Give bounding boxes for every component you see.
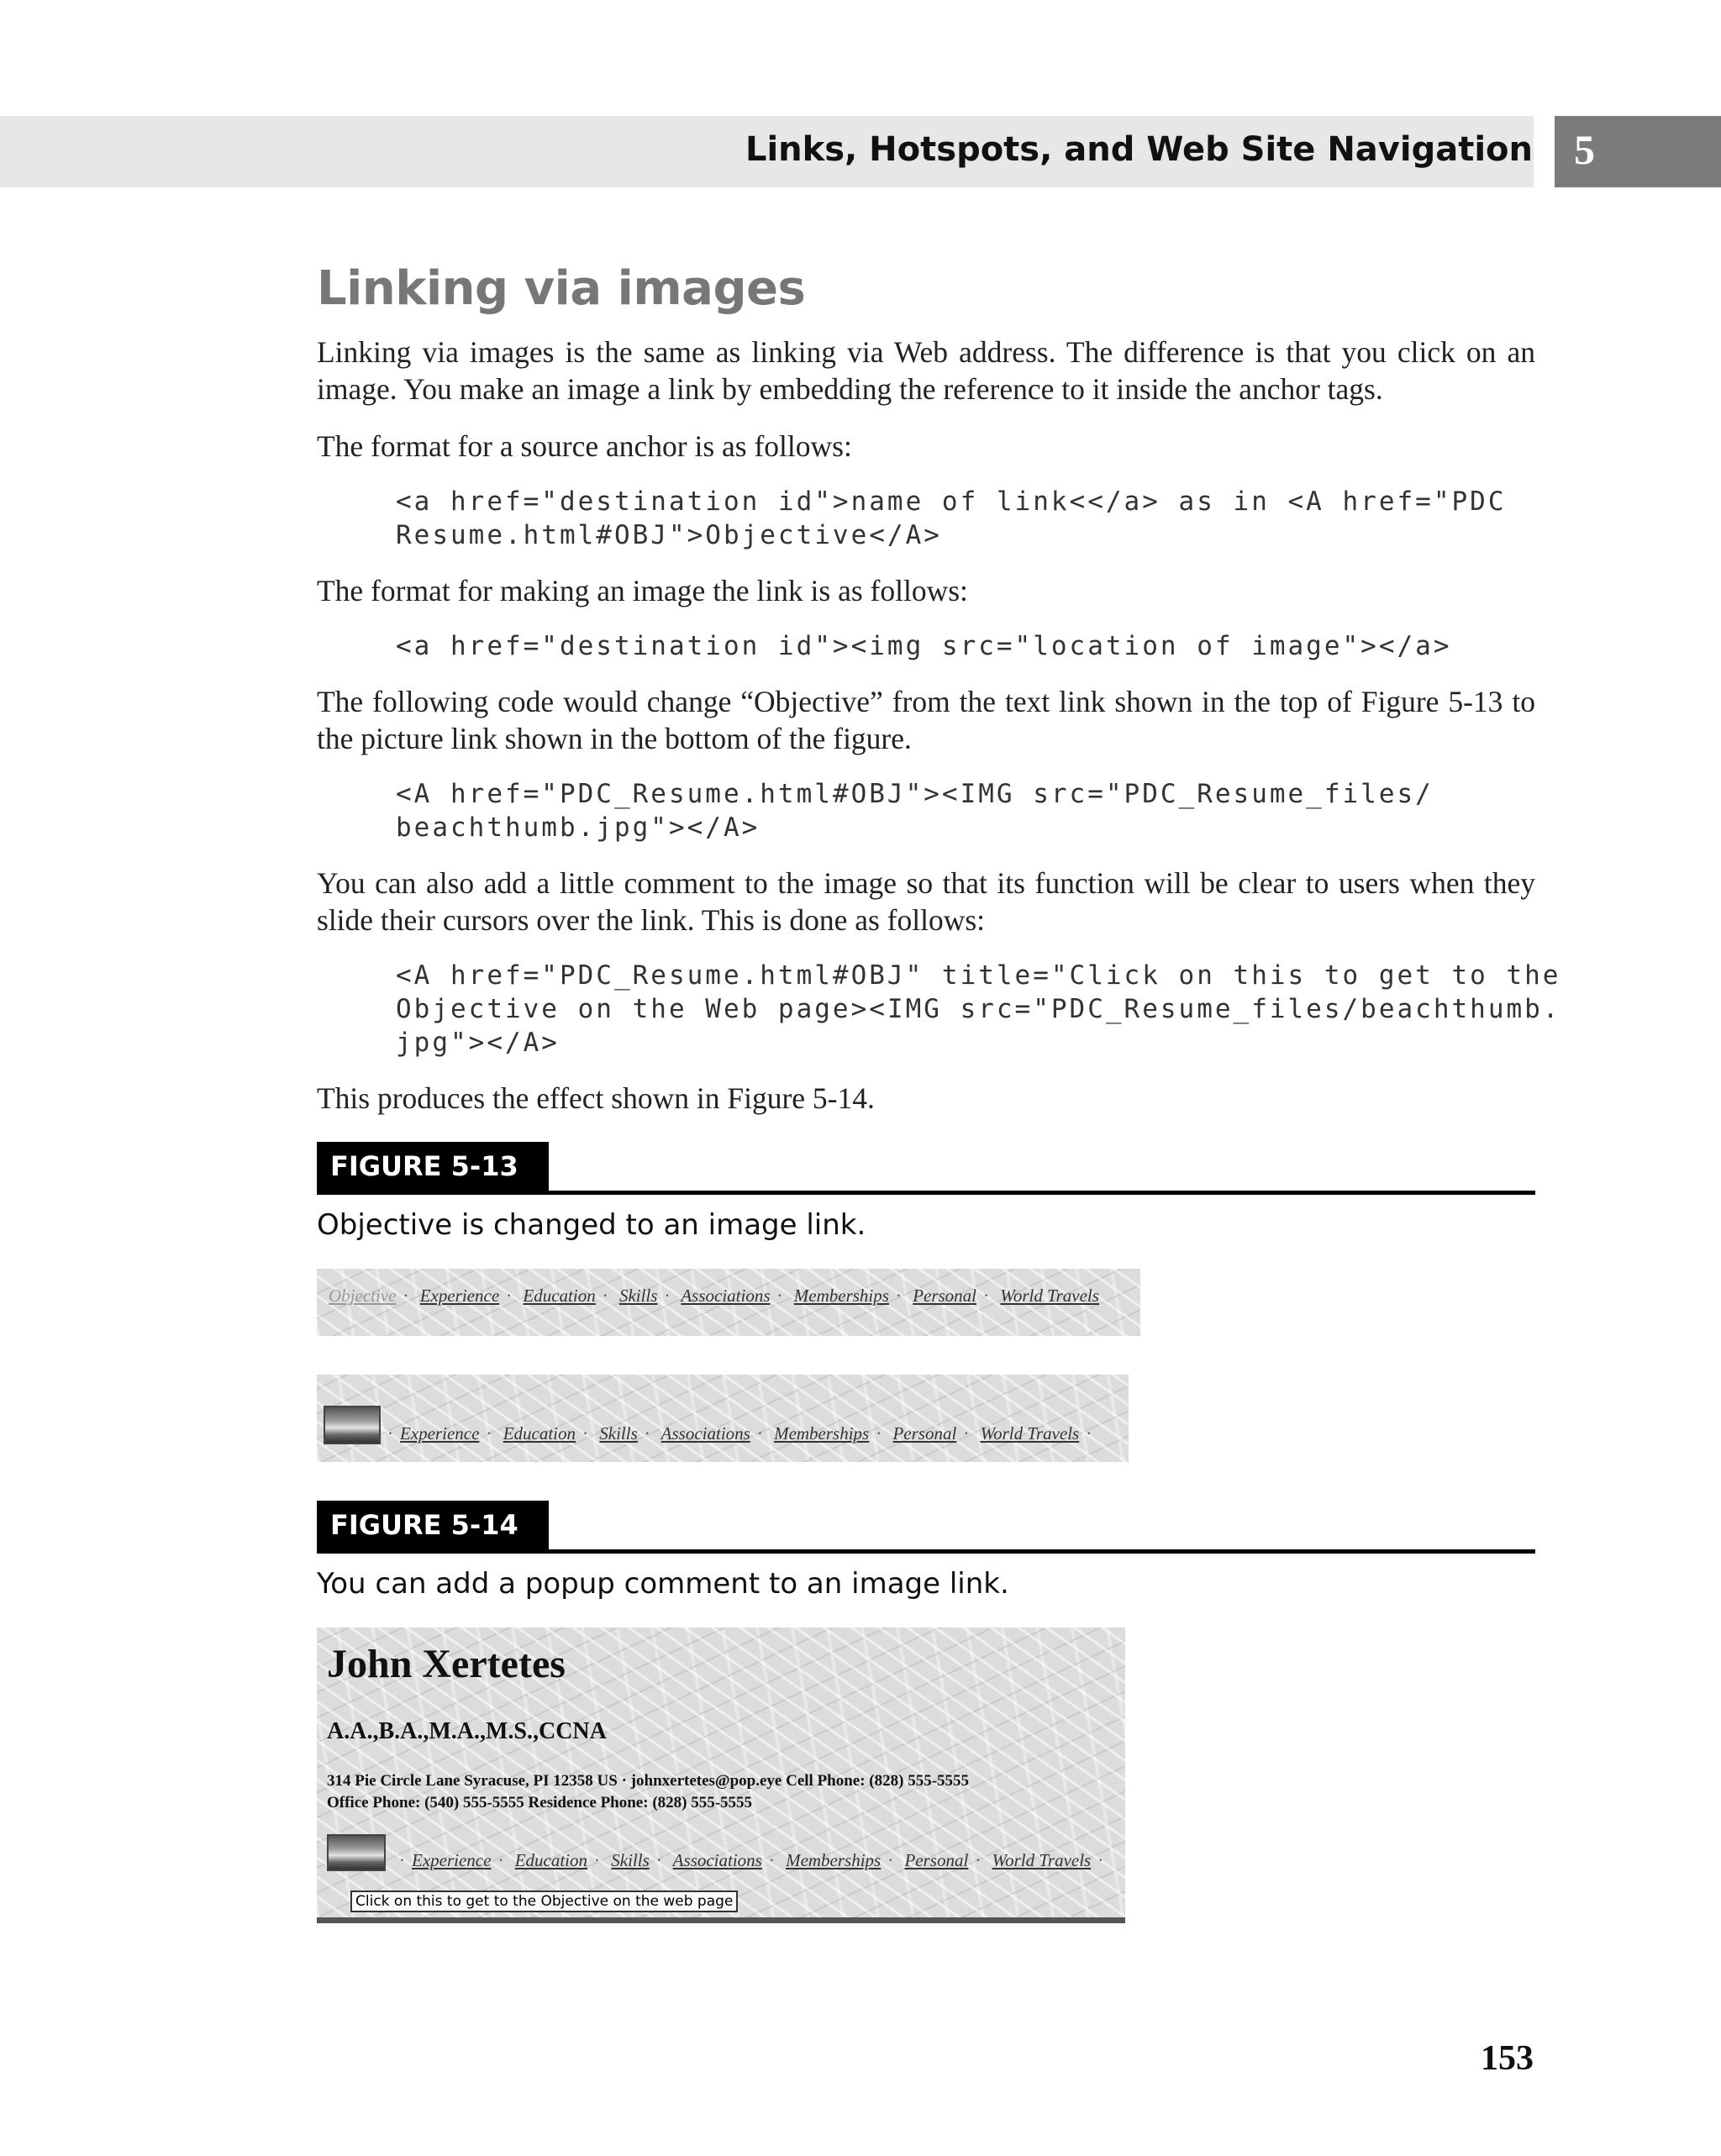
paragraph-image-link-format: The format for making an image the link is as follows: bbox=[317, 574, 968, 607]
figure-5-13-image-nav-strip: · Experience · Education · Skills · Associations · Memberships · Personal · World Travels · bbox=[317, 1375, 1129, 1462]
nav-link-associations[interactable]: Associations bbox=[681, 1286, 771, 1306]
nav-link-skills[interactable]: Skills bbox=[618, 1286, 658, 1306]
figure-5-13-label: FIGURE 5-13 bbox=[317, 1142, 549, 1191]
chapter-number-tab bbox=[1555, 116, 1721, 187]
paragraph-change-objective: The following code would change “Objective” from the text link shown in the top of Figure 5-13 to the picture link shown in the bottom of the figure. bbox=[317, 685, 1535, 755]
nav-link-associations[interactable]: Associations bbox=[661, 1423, 750, 1443]
resume-phone-line: Office Phone: (540) 555-5555 Residence Phone: (828) 555-5555 bbox=[327, 1794, 753, 1812]
nav-link-skills[interactable]: Skills bbox=[599, 1423, 638, 1443]
nav-link-personal[interactable]: Personal bbox=[913, 1286, 977, 1306]
figure-5-14-label: FIGURE 5-14 bbox=[317, 1501, 549, 1549]
nav-link-experience[interactable]: Experience bbox=[400, 1423, 480, 1443]
nav-link-education[interactable]: Education bbox=[514, 1850, 588, 1870]
nav-link-education[interactable]: Education bbox=[523, 1286, 596, 1306]
nav-link-world-travels[interactable]: World Travels bbox=[992, 1850, 1092, 1870]
chapter-number: 5 bbox=[1574, 126, 1595, 173]
nav-link-memberships[interactable]: Memberships bbox=[774, 1423, 870, 1443]
nav-link-world-travels[interactable]: World Travels bbox=[980, 1423, 1080, 1443]
nav-link-personal[interactable]: Personal bbox=[892, 1423, 957, 1443]
page-number: 153 bbox=[1481, 2039, 1534, 2078]
resume-degrees: A.A.,B.A.,M.A.,M.S.,CCNA bbox=[327, 1718, 607, 1744]
nav-link-associations[interactable]: Associations bbox=[672, 1850, 762, 1870]
running-header-title: Links, Hotspots, and Web Site Navigation bbox=[745, 130, 1533, 169]
paragraph-comment: You can also add a little comment to the image so that its function will be clear to users when they slide their cursors over the link. This is done as follows: bbox=[317, 866, 1535, 937]
beach-thumbnail-image-link[interactable] bbox=[324, 1406, 381, 1444]
popup-tooltip: Click on this to get to the Objective on the web page bbox=[350, 1890, 738, 1912]
nav-link-experience[interactable]: Experience bbox=[412, 1850, 492, 1870]
nav-link-memberships[interactable]: Memberships bbox=[786, 1850, 882, 1870]
nav-link-skills[interactable]: Skills bbox=[611, 1850, 650, 1870]
section-title: Linking via images bbox=[317, 261, 806, 316]
figure-5-13-header bbox=[317, 1142, 1535, 1195]
paragraph-intro: Linking via images is the same as linking via Web address. The difference is that you click on an image. You make an image a link by embedding the reference to it inside the anchor tags. bbox=[317, 335, 1535, 406]
paragraph-source-anchor: The format for a source anchor is as follows: bbox=[317, 429, 852, 463]
beach-thumbnail-image-link[interactable] bbox=[327, 1834, 386, 1871]
resume-name: John Xertetes bbox=[327, 1642, 566, 1686]
nav-link-world-travels[interactable]: World Travels bbox=[1000, 1286, 1099, 1306]
code-beachthumb: <A href="PDC_Resume.html#OBJ"><IMG src="PDC_Resume_files/ beachthumb.jpg"></A> bbox=[396, 779, 1434, 843]
figure-5-14-resume-screenshot bbox=[317, 1628, 1125, 1923]
nav-link-objective[interactable]: Objective bbox=[329, 1286, 397, 1306]
nav-link-experience[interactable]: Experience bbox=[419, 1286, 500, 1306]
resume-nav-strip: · Experience · Education · Skills · Associations · Memberships · Personal · World Travels · bbox=[327, 1834, 1110, 1871]
figure-5-14-caption: You can add a popup comment to an image link. bbox=[317, 1567, 1009, 1601]
paragraph-effect: This produces the effect shown in Figure 5-14. bbox=[317, 1081, 875, 1115]
resume-address-line: 314 Pie Circle Lane Syracuse, PI 12358 US · johnxertetes@pop.eye Cell Phone: (828) 555-5555 bbox=[327, 1772, 970, 1790]
figure-5-13-caption: Objective is changed to an image link. bbox=[317, 1208, 866, 1242]
code-image-link: <a href="destination id"><img src="location of image"></a> bbox=[396, 631, 1452, 661]
page-content bbox=[317, 256, 1561, 1923]
figure-5-14-header bbox=[317, 1501, 1535, 1554]
nav-link-memberships[interactable]: Memberships bbox=[793, 1286, 889, 1306]
resume-contact bbox=[327, 1770, 969, 1814]
figure-5-13-text-nav-strip: Objective · Experience · Education · Skills · Associations · Memberships · Personal · World Travels bbox=[317, 1269, 1140, 1336]
nav-link-education[interactable]: Education bbox=[503, 1423, 576, 1443]
code-title-attribute: <A href="PDC_Resume.html#OBJ" title="Click on this to get to the Objective on the Web page><IMG src="PDC_Resume_files/beachthumb. jpg"></A> bbox=[396, 960, 1561, 1058]
code-source-anchor: <a href="destination id">name of link<</a> as in <A href="PDC Resume.html#OBJ">Objective</A> bbox=[396, 486, 1507, 550]
nav-link-personal[interactable]: Personal bbox=[904, 1850, 969, 1870]
